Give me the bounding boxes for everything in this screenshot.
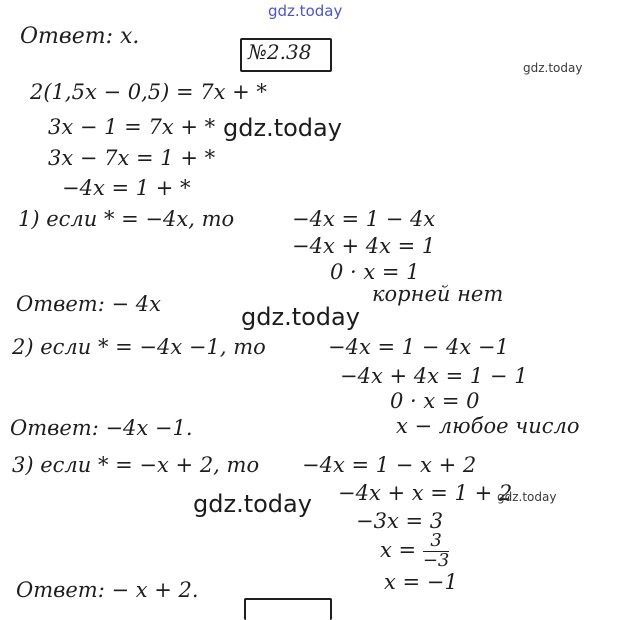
case-3-step-4-lhs: x = (380, 537, 417, 562)
case-3-step-1: −4x = 1 − x + 2 (302, 453, 477, 477)
case-2-step-1: −4x = 1 − 4x −1 (328, 335, 509, 359)
equation-2: 3x − 1 = 7x + * (48, 115, 216, 139)
case-3-step-3: −3x = 3 (356, 509, 444, 533)
equation-3: 3x − 7x = 1 + * (48, 146, 216, 170)
case-3-intro: 3) если * = −x + 2, то (12, 453, 260, 477)
next-problem-box (244, 598, 332, 620)
case-3-fraction-denominator: −3 (422, 549, 450, 571)
problem-number: №2.38 (248, 40, 312, 64)
watermark-middle-2: gdz.today (241, 303, 360, 331)
case-2-answer: Ответ: −4x −1. (10, 416, 193, 440)
case-1-step-3: 0 · x = 1 (330, 260, 420, 284)
watermark-right-1: gdz.today (523, 61, 583, 75)
case-3-answer: Ответ: − x + 2. (16, 578, 199, 602)
case-2-intro: 2) если * = −4x −1, то (12, 335, 266, 359)
watermark-middle-1: gdz.today (223, 114, 342, 142)
case-1-intro: 1) если * = −4x, то (18, 207, 235, 231)
case-3-step-4 (380, 532, 449, 571)
case-3-step-5: x = −1 (384, 570, 458, 594)
case-3-step-2: −4x + x = 1 + 2 (338, 481, 513, 505)
case-2-note: x − любое число (396, 414, 580, 438)
case-3-fraction-numerator: 3 (423, 532, 450, 552)
previous-answer: Ответ: x. (20, 24, 140, 49)
case-1-step-2: −4x + 4x = 1 (292, 234, 436, 258)
case-1-step-1: −4x = 1 − 4x (292, 207, 436, 231)
case-1-note: корней нет (372, 282, 504, 306)
watermark-top: gdz.today (268, 2, 343, 20)
watermark-right-2: gdz.today (497, 490, 557, 504)
equation-4: −4x = 1 + * (62, 176, 191, 200)
problem-number-box (240, 38, 332, 72)
case-2-step-2: −4x + 4x = 1 − 1 (340, 364, 528, 388)
equation-1: 2(1,5x − 0,5) = 7x + * (30, 80, 267, 104)
watermark-bottom: gdz.today (193, 490, 312, 518)
case-3-fraction (423, 532, 450, 571)
case-1-answer: Ответ: − 4x (16, 292, 161, 316)
case-2-step-3: 0 · x = 0 (390, 389, 480, 413)
